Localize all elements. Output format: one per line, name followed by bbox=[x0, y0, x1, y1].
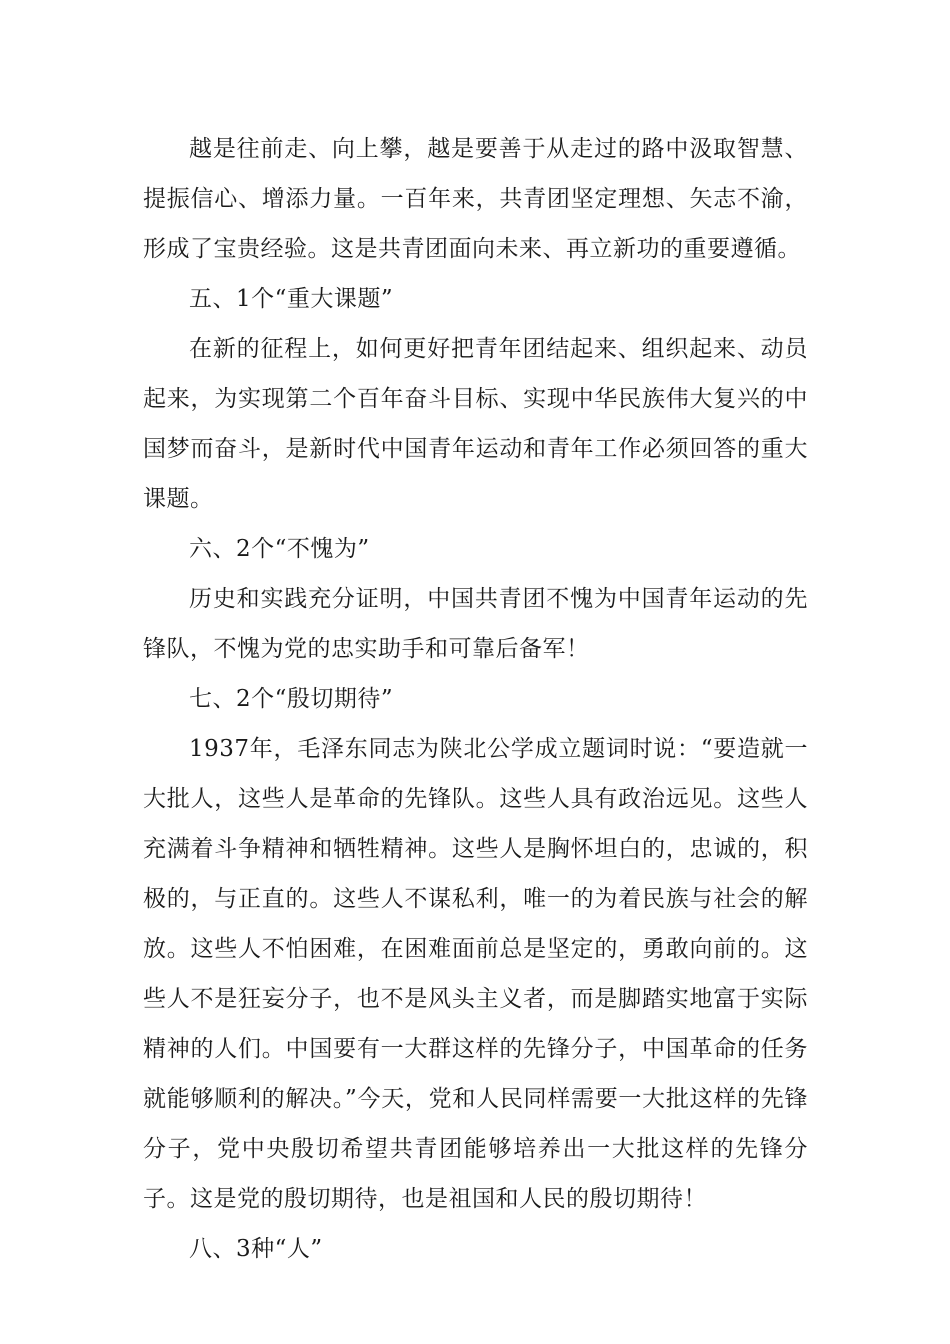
paragraph-expectations: 1937年，毛泽东同志为陕北公学成立题词时说：“要造就一大批人，这些人是革命的先锋队。这些人具有政治远见。这些人充满着斗争精神和牺牲精神。这些人是胸怀坦白的，忠诚的，积极的，与正直的。这些人不谋私利，唯一的为着民族与社会的解放。这些人不怕困难，在困难面前总是坚定的，勇敢向前的。这些人不是狂妄分子，也不是风头主义者，而是脚踏实地富于实际精神的人们。中国要有一大群这样的先锋分子，中国革命的任务就能够顺利的解决。”今天，党和人民同样需要一大批这样的先锋分子，党中央殷切希望共青团能够培养出一大批这样的先锋分子。这是党的殷切期待，也是祖国和人民的殷切期待！ bbox=[143, 736, 808, 1212]
section-heading-seven: 七、2个“殷切期待” bbox=[189, 686, 394, 712]
section-heading-eight: 八、3种“人” bbox=[189, 1236, 323, 1262]
document-body bbox=[143, 124, 808, 1274]
paragraph-major-topic: 在新的征程上，如何更好把青年团结起来、组织起来、动员起来，为实现第二个百年奋斗目标、实现中华民族伟大复兴的中国梦而奋斗，是新时代中国青年运动和青年工作必须回答的重大课题。 bbox=[143, 336, 808, 512]
section-heading-five: 五、1个“重大课题” bbox=[189, 286, 394, 312]
paragraph-wisdom: 越是往前走、向上攀，越是要善于从走过的路中汲取智慧、提振信心、增添力量。一百年来，共青团坚定理想、矢志不渝，形成了宝贵经验。这是共青团面向未来、再立新功的重要遵循。 bbox=[143, 136, 808, 262]
paragraph-vanguard: 历史和实践充分证明，中国共青团不愧为中国青年运动的先锋队，不愧为党的忠实助手和可靠后备军！ bbox=[143, 586, 808, 662]
section-heading-six: 六、2个“不愧为” bbox=[189, 536, 370, 562]
